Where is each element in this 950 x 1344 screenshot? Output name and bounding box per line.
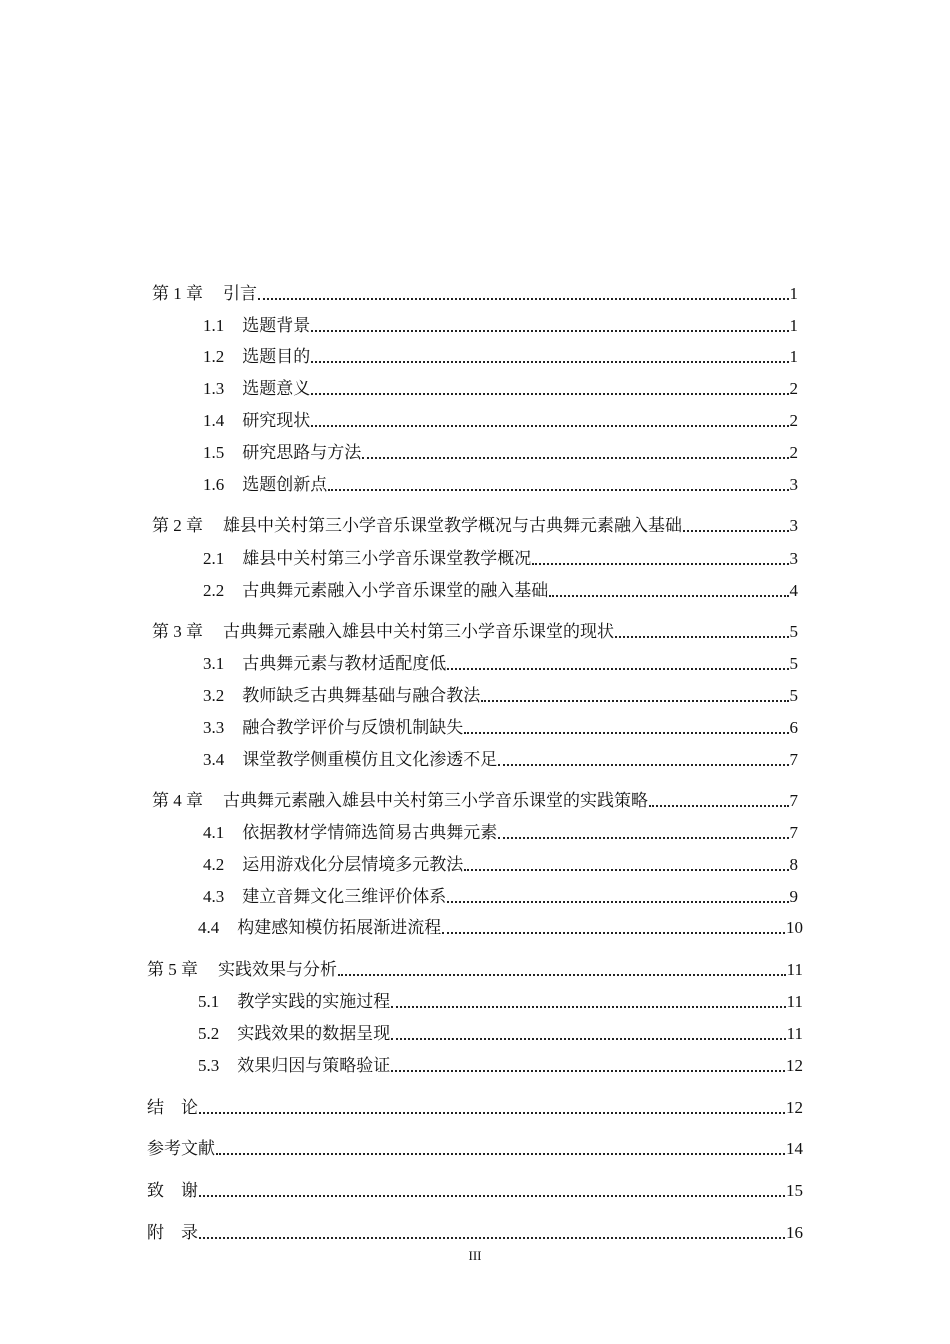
dot-leader xyxy=(464,865,788,871)
toc-entry-section-1-5[interactable] xyxy=(203,439,798,463)
toc-entry-page: 3 xyxy=(789,516,798,535)
toc-entry-title: 引言 xyxy=(223,284,257,303)
toc-entry-section-5-3[interactable] xyxy=(198,1052,803,1076)
dot-leader xyxy=(391,1034,785,1040)
dot-leader xyxy=(549,591,788,597)
dot-leader xyxy=(311,421,788,427)
toc-entry-number: 4.3 xyxy=(203,887,225,906)
dot-leader xyxy=(311,389,788,395)
toc-entry-page: 5 xyxy=(789,622,798,641)
toc-entry-number: 1.2 xyxy=(203,347,225,366)
toc-entry-section-1-2[interactable] xyxy=(203,343,798,367)
toc-entry-number: 1.4 xyxy=(203,411,225,430)
toc-entry-number: 3.4 xyxy=(203,750,225,769)
toc-entry-page: 11 xyxy=(786,960,803,979)
dot-leader xyxy=(464,728,788,734)
toc-entry-page: 5 xyxy=(789,686,798,705)
dot-leader xyxy=(311,357,788,363)
toc-entry-page: 11 xyxy=(786,1024,803,1043)
toc-entry-section-5-1[interactable] xyxy=(198,988,803,1012)
toc-entry-title: 实践效果的数据呈现 xyxy=(237,1024,391,1043)
dot-leader xyxy=(532,559,788,565)
toc-entry-title: 古典舞元素融入雄县中关村第三小学音乐课堂的实践策略 xyxy=(223,791,648,810)
toc-entry-page: 12 xyxy=(786,1056,803,1075)
toc-entry-page: 4 xyxy=(789,581,798,600)
toc-entry-number: 3.3 xyxy=(203,718,225,737)
toc-entry-number: 3.2 xyxy=(203,686,225,705)
toc-entry-section-1-6[interactable] xyxy=(203,471,798,495)
toc-entry-number: 4.4 xyxy=(198,918,220,937)
toc-entry-title: 选题意义 xyxy=(242,379,311,398)
toc-entry-title: 教学实践的实施过程 xyxy=(237,992,391,1011)
toc-entry-title: 建立音舞文化三维评价体系 xyxy=(242,887,447,906)
dot-leader xyxy=(442,928,785,934)
toc-entry-page: 7 xyxy=(789,791,798,810)
toc-entry-number: 1.1 xyxy=(203,316,225,335)
toc-entry-title: 依据教材学情筛选简易古典舞元素 xyxy=(242,823,498,842)
toc-entry-title: 古典舞元素融入小学音乐课堂的融入基础 xyxy=(242,581,549,600)
toc-entry-title: 教师缺乏古典舞基础与融合教法 xyxy=(242,686,481,705)
dot-leader xyxy=(199,1108,785,1114)
toc-entry-title: 实践效果与分析 xyxy=(218,960,337,979)
toc-entry-title: 研究思路与方法 xyxy=(242,443,362,462)
toc-entry-section-3-1[interactable] xyxy=(203,650,798,674)
toc-entry-references[interactable] xyxy=(147,1135,803,1159)
toc-entry-number: 2.1 xyxy=(203,549,225,568)
dot-leader xyxy=(498,760,788,766)
toc-entry-section-3-4[interactable] xyxy=(203,746,798,770)
toc-entry-section-2-2[interactable] xyxy=(203,577,798,601)
toc-entry-page: 2 xyxy=(789,379,798,398)
dot-leader xyxy=(311,326,788,332)
toc-entry-section-3-2[interactable] xyxy=(203,682,798,706)
toc-entry-appendix[interactable] xyxy=(147,1219,803,1243)
toc-entry-page: 1 xyxy=(789,347,798,366)
toc-entry-chapter-5[interactable] xyxy=(147,956,803,980)
dot-leader xyxy=(258,294,789,300)
dot-leader xyxy=(328,485,788,491)
toc-entry-title: 选题背景 xyxy=(242,316,311,335)
toc-entry-title: 选题目的 xyxy=(242,347,311,366)
dot-leader xyxy=(338,970,786,976)
toc-entry-page: 9 xyxy=(789,887,798,906)
toc-entry-conclusion[interactable] xyxy=(147,1094,803,1118)
toc-entry-title: 雄县中关村第三小学音乐课堂教学概况与古典舞元素融入基础 xyxy=(223,516,682,535)
toc-entry-page: 10 xyxy=(786,918,803,937)
toc-entry-page: 1 xyxy=(789,284,798,303)
toc-entry-page: 7 xyxy=(789,823,798,842)
toc-entry-number: 第 3 章 xyxy=(152,622,203,641)
toc-entry-title: 致 谢 xyxy=(147,1181,198,1200)
toc-entry-title: 古典舞元素融入雄县中关村第三小学音乐课堂的现状 xyxy=(223,622,614,641)
dot-leader xyxy=(683,526,789,532)
toc-entry-section-4-2[interactable] xyxy=(203,851,798,875)
toc-entry-title: 结 论 xyxy=(147,1098,198,1117)
toc-entry-number: 5.1 xyxy=(198,992,220,1011)
toc-entry-number: 2.2 xyxy=(203,581,225,600)
toc-entry-page: 11 xyxy=(786,992,803,1011)
toc-entry-page: 1 xyxy=(789,316,798,335)
toc-entry-page: 15 xyxy=(786,1181,803,1200)
toc-entry-title: 融合教学评价与反馈机制缺失 xyxy=(242,718,464,737)
toc-entry-title: 运用游戏化分层情境多元教法 xyxy=(242,855,464,874)
toc-entry-chapter-2[interactable] xyxy=(152,512,798,536)
dot-leader xyxy=(391,1002,785,1008)
toc-entry-page: 2 xyxy=(789,443,798,462)
dot-leader xyxy=(615,632,789,638)
toc-entry-page: 7 xyxy=(789,750,798,769)
toc-entry-number: 1.5 xyxy=(203,443,225,462)
dot-leader xyxy=(447,664,788,670)
toc-entry-page: 14 xyxy=(786,1139,803,1158)
toc-entry-section-2-1[interactable] xyxy=(203,545,798,569)
page-number: III xyxy=(468,1248,482,1263)
toc-entry-page: 16 xyxy=(786,1223,803,1242)
toc-entry-page: 3 xyxy=(789,549,798,568)
toc-entry-section-4-3[interactable] xyxy=(203,883,798,907)
toc-entry-number: 第 4 章 xyxy=(152,791,203,810)
toc-entry-section-5-2[interactable] xyxy=(198,1020,803,1044)
toc-entry-number: 3.1 xyxy=(203,654,225,673)
dot-leader xyxy=(447,897,788,903)
toc-entry-chapter-4[interactable] xyxy=(152,787,798,811)
dot-leader xyxy=(481,696,788,702)
toc-entry-page: 6 xyxy=(789,718,798,737)
dot-leader xyxy=(216,1149,785,1155)
toc-entry-title: 雄县中关村第三小学音乐课堂教学概况 xyxy=(242,549,532,568)
toc-entry-page: 2 xyxy=(789,411,798,430)
toc-entry-title: 研究现状 xyxy=(242,411,311,430)
toc-entry-title: 课堂教学侧重模仿且文化渗透不足 xyxy=(242,750,498,769)
toc-entry-number: 第 2 章 xyxy=(152,516,203,535)
toc-entry-acknowledgements[interactable] xyxy=(147,1177,803,1201)
toc-entry-section-3-3[interactable] xyxy=(203,714,798,738)
toc-entry-title: 参考文献 xyxy=(147,1139,215,1158)
toc-entry-title: 古典舞元素与教材适配度低 xyxy=(242,654,447,673)
toc-entry-chapter-3[interactable] xyxy=(152,618,798,642)
dot-leader xyxy=(199,1191,785,1197)
toc-entry-number: 5.3 xyxy=(198,1056,220,1075)
toc-entry-number: 4.2 xyxy=(203,855,225,874)
toc-entry-number: 1.6 xyxy=(203,475,225,494)
toc-entry-section-1-1[interactable] xyxy=(203,312,798,336)
toc-entry-number: 1.3 xyxy=(203,379,225,398)
dot-leader xyxy=(362,453,788,459)
dot-leader xyxy=(498,833,788,839)
toc-entry-page: 12 xyxy=(786,1098,803,1117)
toc-entry-section-1-3[interactable] xyxy=(203,375,798,399)
toc-entry-section-1-4[interactable] xyxy=(203,407,798,431)
toc-entry-section-4-1[interactable] xyxy=(203,819,798,843)
toc-entry-page: 8 xyxy=(789,855,798,874)
toc-entry-chapter-1[interactable] xyxy=(152,280,798,304)
toc-entry-title: 选题创新点 xyxy=(242,475,328,494)
toc-entry-number: 第 5 章 xyxy=(147,960,198,979)
dot-leader xyxy=(391,1066,785,1072)
toc-entry-page: 3 xyxy=(789,475,798,494)
toc-entry-number: 5.2 xyxy=(198,1024,220,1043)
toc-entry-number: 第 1 章 xyxy=(152,284,203,303)
toc-entry-page: 5 xyxy=(789,654,798,673)
toc-entry-title: 附 录 xyxy=(147,1223,198,1242)
toc-entry-title: 构建感知模仿拓展渐进流程 xyxy=(237,918,442,937)
toc-entry-number: 4.1 xyxy=(203,823,225,842)
toc-entry-title: 效果归因与策略验证 xyxy=(237,1056,391,1075)
dot-leader xyxy=(649,801,789,807)
dot-leader xyxy=(199,1233,785,1239)
toc-entry-section-4-4[interactable] xyxy=(198,914,803,938)
